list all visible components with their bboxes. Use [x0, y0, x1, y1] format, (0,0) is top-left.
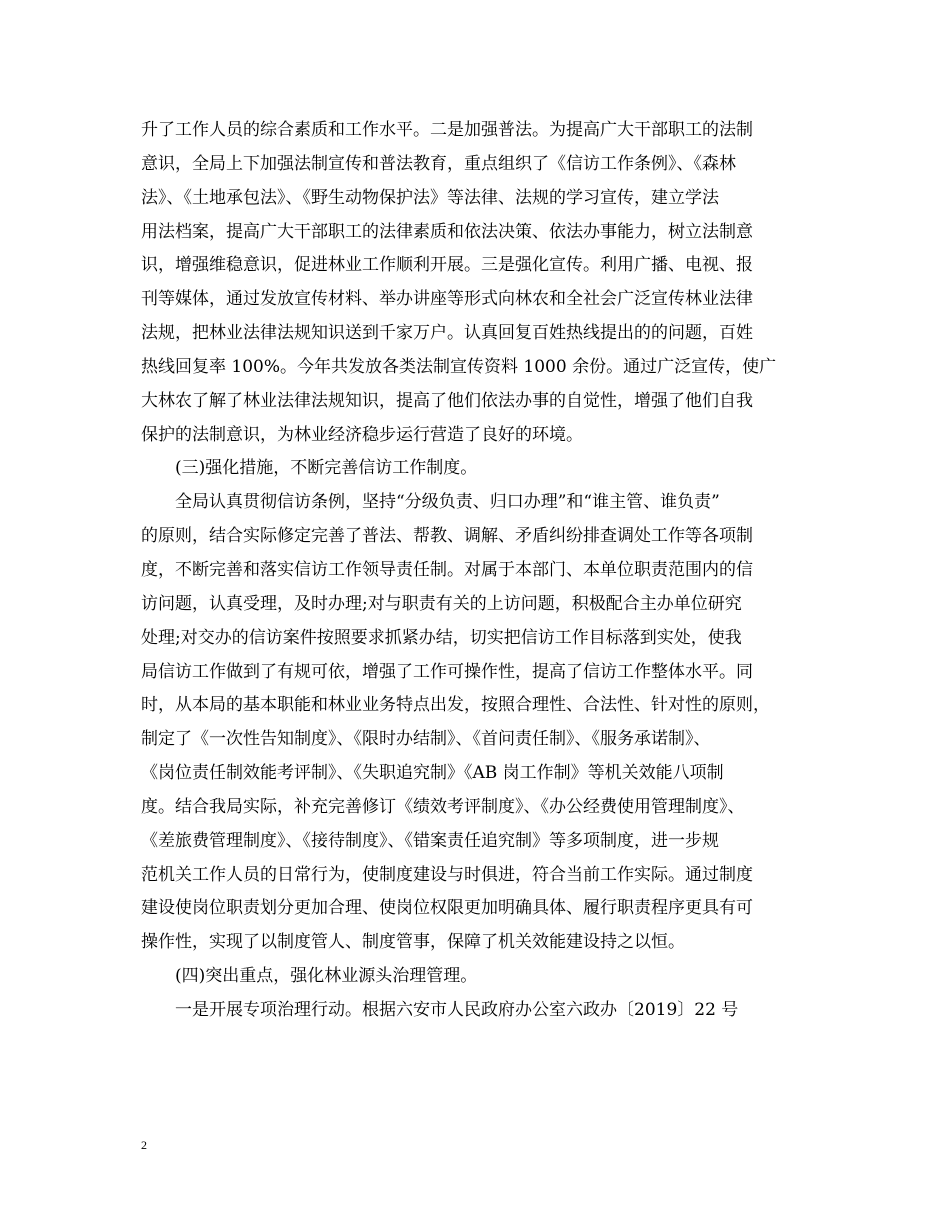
text-line: 度，不断完善和落实信访工作领导责任制。对属于本部门、本单位职责范围内的信 — [141, 559, 753, 580]
text-line: 度。结合我局实际，补充完善修订《绩效考评制度》、《办公经费使用管理制度》、 — [141, 796, 745, 817]
text-line: 法》、《土地承包法》、《野生动物保护法》等法律、法规的学习宣传，建立学法 — [141, 187, 719, 208]
text-line: 处理;对交办的信访案件按照要求抓紧办结，切实把信访工作目标落到实处，使我 — [141, 627, 742, 648]
text-line: (三)强化措施，不断完善信访工作制度。 — [141, 458, 478, 479]
body-text — [141, 114, 831, 1028]
text-line: 的原则，结合实际修定完善了普法、帮教、调解、矛盾纠纷排查调处工作等各项制 — [141, 526, 753, 547]
text-line: 时，从本局的基本职能和林业业务特点出发，按照合理性、合法性、针对性的原则， — [141, 695, 770, 716]
text-line: 范机关工作人员的日常行为，使制度建设与时俱进，符合当前工作实际。通过制度 — [141, 864, 753, 885]
text-line: 制定了《一次性告知制度》、《限时办结制》、《首问责任制》、《服务承诺制》、 — [141, 729, 711, 750]
text-line: 用法档案，提高广大干部职工的法律素质和依法决策、依法办事能力，树立法制意 — [141, 221, 753, 242]
text-line: 热线回复率 100%。今年共发放各类法制宣传资料 1000 余份。通过广泛宣传，使广 — [141, 356, 777, 377]
text-line: 刊等媒体，通过发放宣传材料、举办讲座等形式向林农和全社会广泛宣传林业法律 — [141, 289, 753, 310]
text-line: 《差旅费管理制度》、《接待制度》、《错案责任追究制》等多项制度，进一步规 — [141, 830, 719, 851]
text-line: 升了工作人员的综合素质和工作水平。二是加强普法。为提高广大干部职工的法制 — [141, 120, 753, 140]
text-line: 保护的法制意识，为林业经济稳步运行营造了良好的环境。 — [141, 424, 583, 445]
text-line: 意识，全局上下加强法制宣传和普法教育，重点组织了《信访工作条例》、《森林 — [141, 153, 736, 174]
text-line: 识，增强维稳意识，促进林业工作顺利开展。三是强化宣传。利用广播、电视、报 — [141, 255, 753, 276]
page-number: 2 — [141, 1138, 147, 1152]
text-line: 法规，把林业法律法规知识送到千家万户。认真回复百姓热线提出的的问题，百姓 — [141, 323, 753, 344]
text-line: 《岗位责任制效能考评制》、《失职追究制》《AB 岗工作制》等机关效能八项制 — [141, 763, 724, 784]
text-line: 全局认真贯彻信访条例，坚持“分级负责、归口办理”和“谁主管、谁负责” — [141, 492, 720, 513]
text-line: 建设使岗位职责划分更加合理、使岗位权限更加明确具体、履行职责程序更具有可 — [141, 898, 753, 919]
text-line: 局信访工作做到了有规可依，增强了工作可操作性，提高了信访工作整体水平。同 — [141, 661, 753, 682]
text-line: 操作性，实现了以制度管人、制度管事，保障了机关效能建设持之以恒。 — [141, 932, 685, 953]
text-line: 一是开展专项治理行动。根据六安市人民政府办公室六政办〔2019〕22 号 — [141, 999, 739, 1020]
text-line: 访问题，认真受理，及时办理;对与职责有关的上访问题，积极配合主办单位研究 — [141, 593, 742, 614]
text-line: 大林农了解了林业法律法规知识，提高了他们依法办事的自觉性，增强了他们自我 — [141, 390, 753, 411]
text-line: (四)突出重点，强化林业源头治理管理。 — [141, 966, 478, 987]
